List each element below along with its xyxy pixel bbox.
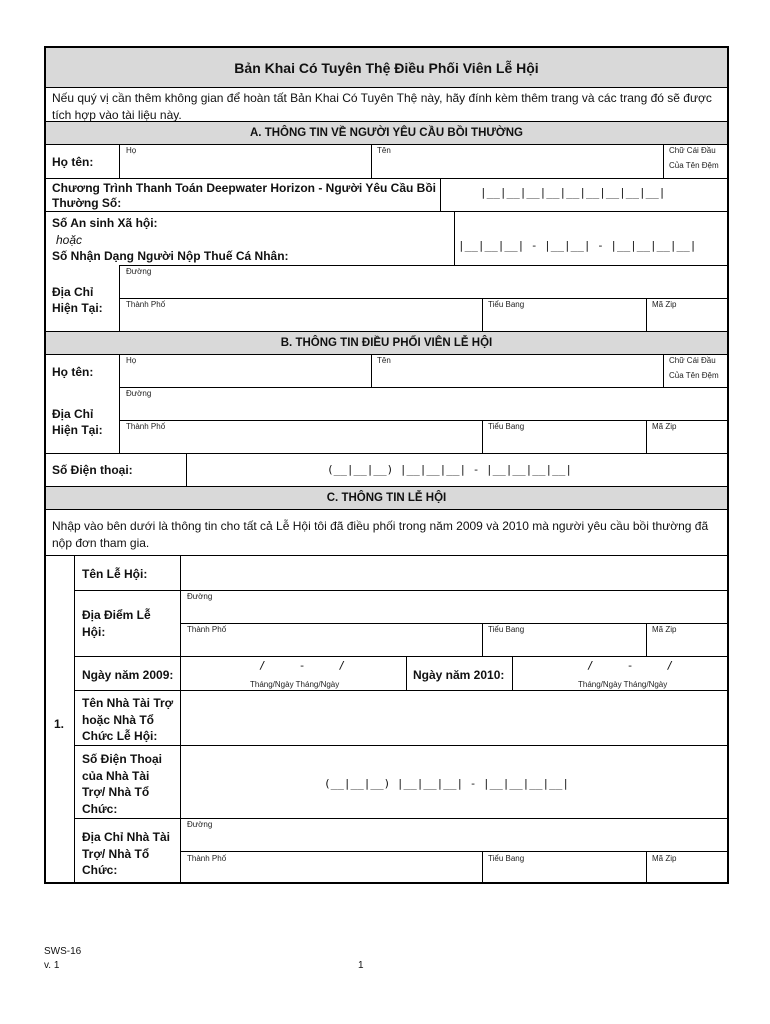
sponsor-street-field[interactable] xyxy=(181,830,727,850)
coordinator-phone-label: Số Điện thoại: xyxy=(52,463,133,477)
ssn-itin-field[interactable]: |__|__|__| - |__|__| - |__|__|__|__| xyxy=(458,239,697,252)
intro-text: Nếu quý vị cần thêm không gian để hoàn tất Bản Khai Có Tuyên Thệ này, hãy đính kèm thêm trang và các trang đó sẽ được tích hợp vào tài liệu này. xyxy=(52,91,712,122)
date-2009-hint: Tháng/Ngày Tháng/Ngày xyxy=(250,680,340,689)
coordinator-phone-field[interactable]: (__|__|__) |__|__|__| - |__|__|__|__| xyxy=(327,463,573,476)
festival-state-caption: Tiểu Bang xyxy=(488,625,525,634)
sponsor-name-label-2: hoặc Nhà Tổ xyxy=(82,713,155,727)
section-c-header: C. THÔNG TIN LỄ HỘI xyxy=(326,492,447,504)
coordinator-last-name-field[interactable] xyxy=(120,366,370,386)
festival-state-field[interactable] xyxy=(483,635,645,655)
itin-label: Số Nhận Dạng Người Nộp Thuế Cá Nhân: xyxy=(52,249,289,263)
ssn-label: Số An sinh Xã hội: xyxy=(52,216,158,230)
sponsor-address-label-1: Địa Chỉ Nhà Tài xyxy=(82,830,171,844)
form-title: Bản Khai Có Tuyên Thệ Điều Phối Viên Lễ Hội xyxy=(234,60,539,76)
sponsor-city-field[interactable] xyxy=(181,863,481,883)
claimant-first-name-field[interactable] xyxy=(372,156,662,176)
festival-location-label-2: Hội: xyxy=(82,625,106,639)
coordinator-name-label: Họ tên: xyxy=(52,365,94,379)
festival-zip-caption: Mã Zip xyxy=(652,625,677,634)
claimant-state-caption: Tiểu Bang xyxy=(488,300,525,309)
claimant-name-label: Họ tên: xyxy=(52,155,94,169)
claimant-middle-initial-caption-2: Của Tên Đệm xyxy=(669,161,719,170)
claimant-number-field[interactable]: |__|__|__|__|__|__|__|__|__| xyxy=(480,186,666,199)
coordinator-street-field[interactable] xyxy=(120,399,727,419)
coordinator-first-name-caption: Tên xyxy=(377,356,391,365)
ssn-or-label: hoặc xyxy=(56,233,83,247)
coordinator-address-label-1: Địa Chỉ xyxy=(52,407,94,421)
claimant-last-name-field[interactable] xyxy=(120,156,370,176)
affidavit-form xyxy=(44,46,729,884)
coordinator-zip-field[interactable] xyxy=(647,432,727,452)
festival-location-label-1: Địa Điểm Lễ xyxy=(82,608,151,622)
sponsor-street-caption: Đường xyxy=(187,820,213,829)
claimant-first-name-caption: Tên xyxy=(377,146,391,155)
festival-name-field[interactable] xyxy=(181,558,727,588)
sponsor-city-caption: Thành Phố xyxy=(187,854,227,863)
coordinator-state-caption: Tiểu Bang xyxy=(488,422,525,431)
coordinator-middle-initial-caption-2: Của Tên Đệm xyxy=(669,371,719,380)
sponsor-phone-label-2: của Nhà Tài xyxy=(82,769,150,783)
sponsor-phone-label-1: Số Điện Thoại xyxy=(82,752,163,766)
sponsor-name-label-3: Chức Lễ Hội: xyxy=(82,729,158,743)
claimant-number-label-1: Chương Trình Thanh Toán Deepwater Horizon - Người Yêu Cầu Bồi xyxy=(52,181,437,195)
sponsor-address-label-2: Trợ/ Nhà Tổ xyxy=(82,847,150,861)
page-number: 1 xyxy=(358,960,364,971)
sponsor-state-field[interactable] xyxy=(483,863,645,883)
sponsor-name-field[interactable] xyxy=(181,693,727,743)
date-2009-field[interactable]: / - / xyxy=(259,659,346,672)
claimant-city-caption: Thành Phố xyxy=(126,300,166,309)
claimant-state-field[interactable] xyxy=(483,310,645,330)
festival-row-number: 1. xyxy=(54,717,65,731)
claimant-address-label-2: Hiện Tại: xyxy=(52,301,103,315)
sponsor-phone-label-4: Chức: xyxy=(82,802,118,816)
festival-city-field[interactable] xyxy=(181,635,481,655)
coordinator-address-label-2: Hiện Tại: xyxy=(52,423,103,437)
coordinator-city-caption: Thành Phố xyxy=(126,422,166,431)
coordinator-zip-caption: Mã Zip xyxy=(652,422,677,431)
sponsor-phone-field[interactable]: (__|__|__) |__|__|__| - |__|__|__|__| xyxy=(324,777,570,790)
coordinator-state-field[interactable] xyxy=(483,432,645,452)
section-a-header: A. THÔNG TIN VỀ NGƯỜI YÊU CẦU BỒI THƯỜNG xyxy=(250,127,523,139)
claimant-city-field[interactable] xyxy=(120,310,481,330)
festival-street-field[interactable] xyxy=(181,602,727,622)
festival-city-caption: Thành Phố xyxy=(187,625,227,634)
date-2010-hint: Tháng/Ngày Tháng/Ngày xyxy=(578,680,668,689)
claimant-middle-initial-caption-1: Chữ Cái Đầu xyxy=(669,146,716,155)
form-version: v. 1 xyxy=(44,960,60,971)
coordinator-first-name-field[interactable] xyxy=(372,366,662,386)
festival-name-label: Tên Lễ Hội: xyxy=(82,567,148,581)
coordinator-street-caption: Đường xyxy=(126,389,152,398)
sponsor-phone-label-3: Trợ/ Nhà Tổ xyxy=(82,785,150,799)
coordinator-middle-initial-caption-1: Chữ Cái Đầu xyxy=(669,356,716,365)
sponsor-zip-caption: Mã Zip xyxy=(652,854,677,863)
claimant-address-label-1: Địa Chỉ xyxy=(52,285,94,299)
festival-street-caption: Đường xyxy=(187,592,213,601)
form-code: SWS-16 xyxy=(44,946,82,957)
section-c-instructions: Nhập vào bên dưới là thông tin cho tất cả Lễ Hội tôi đã điều phối trong năm 2009 và 2010 mà người yêu cầu bồi thường đã nộp đơn tham gia. xyxy=(52,519,709,550)
date-2009-label: Ngày năm 2009: xyxy=(82,668,174,682)
coordinator-last-name-caption: Họ xyxy=(126,356,137,365)
claimant-zip-field[interactable] xyxy=(647,310,727,330)
section-b-header: B. THÔNG TIN ĐIỀU PHỐI VIÊN LỄ HỘI xyxy=(280,337,493,349)
claimant-street-field[interactable] xyxy=(120,277,727,297)
date-2010-field[interactable]: / - / xyxy=(587,659,674,672)
claimant-last-name-caption: Họ xyxy=(126,146,137,155)
sponsor-address-label-3: Chức: xyxy=(82,863,118,877)
claimant-number-label-2: Thường Số: xyxy=(52,196,122,210)
date-2010-label: Ngày năm 2010: xyxy=(413,668,505,682)
claimant-zip-caption: Mã Zip xyxy=(652,300,677,309)
coordinator-city-field[interactable] xyxy=(120,432,481,452)
sponsor-name-label-1: Tên Nhà Tài Trợ xyxy=(82,696,174,710)
festival-zip-field[interactable] xyxy=(647,635,727,655)
sponsor-zip-field[interactable] xyxy=(647,863,727,883)
claimant-street-caption: Đường xyxy=(126,267,152,276)
sponsor-state-caption: Tiểu Bang xyxy=(488,854,525,863)
